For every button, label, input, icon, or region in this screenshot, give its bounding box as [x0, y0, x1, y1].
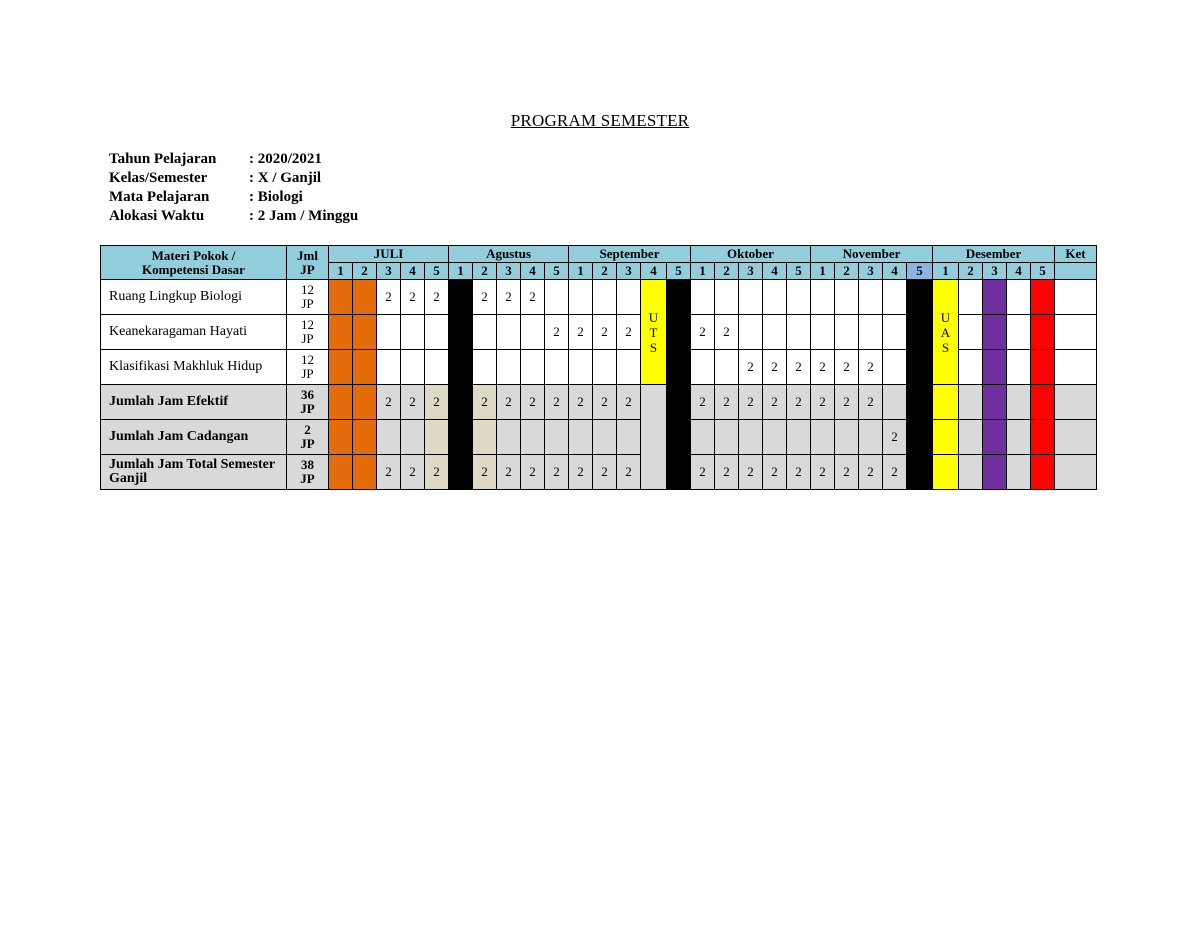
week-cell	[329, 315, 353, 350]
week-cell	[521, 315, 545, 350]
week-cell	[1007, 420, 1031, 455]
week-cell	[569, 280, 593, 315]
week-cell	[859, 315, 883, 350]
row-ket	[1055, 280, 1097, 315]
header-jml-line2: JP	[300, 261, 315, 277]
week-cell: 2	[425, 455, 449, 490]
header-week: 4	[401, 263, 425, 280]
week-cell: 2	[569, 315, 593, 350]
exam-letter: S	[649, 339, 658, 355]
header-week: 2	[835, 263, 859, 280]
row-jml-value: 12	[301, 282, 314, 297]
week-cell	[983, 315, 1007, 350]
week-cell: 2	[377, 455, 401, 490]
header-week: 1	[449, 263, 473, 280]
row-jml	[287, 350, 329, 385]
week-cell	[739, 420, 763, 455]
uts-cell	[641, 280, 667, 385]
week-cell	[763, 420, 787, 455]
info-row	[109, 188, 358, 207]
week-cell: 2	[401, 455, 425, 490]
header-week: 5	[787, 263, 811, 280]
week-cell	[787, 420, 811, 455]
week-cell	[449, 315, 473, 350]
week-cell: 2	[401, 280, 425, 315]
week-cell	[983, 280, 1007, 315]
week-cell: 2	[787, 385, 811, 420]
week-cell	[521, 420, 545, 455]
row-ket	[1055, 455, 1097, 490]
week-cell: 2	[715, 385, 739, 420]
week-cell	[933, 420, 959, 455]
week-cell	[545, 420, 569, 455]
week-cell	[883, 385, 907, 420]
week-cell	[907, 315, 933, 350]
week-cell	[569, 350, 593, 385]
header-week: 2	[353, 263, 377, 280]
week-cell: 2	[811, 385, 835, 420]
week-cell: 2	[617, 455, 641, 490]
week-cell	[883, 350, 907, 385]
week-cell	[449, 455, 473, 490]
week-cell	[715, 350, 739, 385]
week-cell: 2	[787, 455, 811, 490]
week-cell: 2	[691, 315, 715, 350]
week-cell: 2	[835, 455, 859, 490]
week-cell	[859, 280, 883, 315]
week-cell: 2	[545, 455, 569, 490]
week-cell	[907, 385, 933, 420]
week-cell: 2	[739, 455, 763, 490]
week-cell	[617, 280, 641, 315]
header-month: Desember	[933, 246, 1055, 263]
row-jml	[287, 315, 329, 350]
week-cell	[353, 455, 377, 490]
week-cell	[715, 280, 739, 315]
week-cell: 2	[569, 385, 593, 420]
week-cell: 2	[787, 350, 811, 385]
header-week: 4	[641, 263, 667, 280]
uts-summary-cell	[641, 385, 667, 490]
week-cell: 2	[473, 455, 497, 490]
week-cell	[811, 280, 835, 315]
week-cell	[1031, 315, 1055, 350]
week-cell: 2	[593, 385, 617, 420]
week-cell: 2	[835, 385, 859, 420]
week-cell: 2	[883, 455, 907, 490]
week-cell: 2	[425, 385, 449, 420]
header-week: 4	[883, 263, 907, 280]
week-cell: 2	[569, 455, 593, 490]
week-cell	[545, 280, 569, 315]
header-week: 3	[983, 263, 1007, 280]
week-cell	[787, 315, 811, 350]
exam-letter: T	[649, 324, 658, 340]
header-ket-blank	[1055, 263, 1097, 280]
uas-cell	[933, 280, 959, 385]
week-cell	[1007, 280, 1031, 315]
row-jml-value: 38	[301, 457, 314, 472]
info-value: : 2020/2021	[249, 151, 322, 167]
week-cell	[353, 420, 377, 455]
week-cell	[329, 350, 353, 385]
week-cell	[667, 280, 691, 315]
header-week: 3	[859, 263, 883, 280]
week-cell	[425, 315, 449, 350]
week-cell	[983, 350, 1007, 385]
week-cell	[983, 385, 1007, 420]
week-cell	[959, 455, 983, 490]
week-cell	[859, 420, 883, 455]
info-value: : Biologi	[249, 189, 303, 205]
week-cell	[907, 350, 933, 385]
header-week: 2	[473, 263, 497, 280]
week-cell	[497, 350, 521, 385]
week-cell: 2	[859, 385, 883, 420]
summary-row	[101, 385, 1097, 420]
week-cell: 2	[763, 455, 787, 490]
exam-letter: U	[940, 309, 951, 325]
row-jml-value: 12	[301, 352, 314, 367]
week-cell	[329, 385, 353, 420]
week-cell	[401, 420, 425, 455]
header-week: 1	[811, 263, 835, 280]
week-cell	[1007, 350, 1031, 385]
header-week: 4	[1007, 263, 1031, 280]
header-week: 5	[907, 263, 933, 280]
exam-letter: A	[940, 324, 951, 340]
week-cell	[739, 315, 763, 350]
week-cell	[933, 455, 959, 490]
header-materi	[101, 246, 287, 280]
week-cell	[835, 315, 859, 350]
week-cell	[329, 280, 353, 315]
header-jml	[287, 246, 329, 280]
header-week: 5	[545, 263, 569, 280]
week-cell	[959, 350, 983, 385]
table-header-row	[101, 246, 1097, 263]
week-cell	[835, 280, 859, 315]
info-label: Kelas/Semester	[109, 170, 208, 186]
week-cell	[959, 280, 983, 315]
summary-row	[101, 420, 1097, 455]
week-cell	[907, 420, 933, 455]
week-cell	[593, 350, 617, 385]
week-cell	[883, 280, 907, 315]
week-cell: 2	[593, 315, 617, 350]
week-cell	[1031, 280, 1055, 315]
row-label: Jumlah Jam Cadangan	[101, 420, 287, 455]
week-cell	[763, 280, 787, 315]
row-ket	[1055, 420, 1097, 455]
row-jml-value: 2	[304, 422, 311, 437]
week-cell: 2	[811, 350, 835, 385]
week-cell	[1031, 385, 1055, 420]
exam-letter: U	[648, 309, 659, 325]
program-semester-table	[100, 245, 1097, 490]
row-jml-unit: JP	[300, 401, 315, 416]
week-cell	[353, 280, 377, 315]
week-cell	[617, 350, 641, 385]
header-month: Agustus	[449, 246, 569, 263]
week-cell: 2	[377, 385, 401, 420]
week-cell	[353, 385, 377, 420]
week-cell	[377, 350, 401, 385]
header-week: 1	[691, 263, 715, 280]
week-cell	[353, 350, 377, 385]
info-row	[109, 169, 358, 188]
week-cell	[691, 350, 715, 385]
week-cell	[1007, 385, 1031, 420]
row-jml-unit: JP	[301, 296, 314, 311]
week-cell	[983, 420, 1007, 455]
week-cell	[449, 385, 473, 420]
week-cell: 2	[497, 385, 521, 420]
week-cell	[811, 315, 835, 350]
week-cell	[593, 280, 617, 315]
week-cell: 2	[545, 315, 569, 350]
week-cell: 2	[401, 385, 425, 420]
week-cell	[667, 350, 691, 385]
week-cell	[1007, 315, 1031, 350]
week-cell: 2	[835, 350, 859, 385]
exam-letter: S	[941, 339, 950, 355]
week-cell	[329, 455, 353, 490]
week-cell: 2	[593, 455, 617, 490]
header-materi-line2: Kompetensi Dasar	[142, 261, 245, 277]
header-week: 5	[667, 263, 691, 280]
week-cell	[449, 350, 473, 385]
week-cell	[959, 315, 983, 350]
row-label: Keanekaragaman Hayati	[101, 315, 287, 350]
row-ket	[1055, 350, 1097, 385]
week-cell: 2	[377, 280, 401, 315]
info-row	[109, 150, 358, 169]
week-cell: 2	[763, 385, 787, 420]
week-cell: 2	[739, 385, 763, 420]
header-week: 1	[933, 263, 959, 280]
week-cell	[353, 315, 377, 350]
week-cell	[1031, 420, 1055, 455]
week-cell	[667, 455, 691, 490]
week-cell: 2	[691, 455, 715, 490]
week-cell	[983, 455, 1007, 490]
info-value: : X / Ganjil	[249, 170, 322, 186]
week-cell: 2	[617, 315, 641, 350]
header-month: November	[811, 246, 933, 263]
info-block	[109, 150, 358, 226]
week-cell: 2	[521, 455, 545, 490]
week-cell: 2	[691, 385, 715, 420]
week-cell	[401, 315, 425, 350]
header-week: 4	[763, 263, 787, 280]
summary-row	[101, 455, 1097, 490]
week-cell: 2	[763, 350, 787, 385]
week-cell	[449, 280, 473, 315]
header-ket: Ket	[1055, 246, 1097, 263]
uas-label	[941, 310, 950, 355]
week-cell	[545, 350, 569, 385]
week-cell	[1031, 350, 1055, 385]
week-cell	[497, 315, 521, 350]
week-cell	[329, 420, 353, 455]
material-row	[101, 280, 1097, 315]
week-cell: 2	[497, 280, 521, 315]
header-week: 2	[715, 263, 739, 280]
week-cell: 2	[859, 455, 883, 490]
header-week: 4	[521, 263, 545, 280]
week-cell	[401, 350, 425, 385]
week-cell	[473, 420, 497, 455]
header-week: 2	[593, 263, 617, 280]
week-cell	[667, 315, 691, 350]
header-jml-line1: Jml	[297, 247, 318, 263]
week-cell	[959, 420, 983, 455]
week-cell	[811, 420, 835, 455]
info-label: Alokasi Waktu	[109, 208, 205, 224]
week-cell	[377, 420, 401, 455]
week-cell: 2	[473, 385, 497, 420]
week-cell	[521, 350, 545, 385]
info-value: : 2 Jam / Minggu	[249, 208, 359, 224]
page-title: PROGRAM SEMESTER	[510, 111, 690, 130]
week-cell	[787, 280, 811, 315]
row-ket	[1055, 385, 1097, 420]
week-cell: 2	[473, 280, 497, 315]
week-cell: 2	[715, 315, 739, 350]
row-jml-unit: JP	[300, 436, 315, 451]
row-jml-value: 12	[301, 317, 314, 332]
week-cell	[835, 420, 859, 455]
week-cell: 2	[883, 420, 907, 455]
info-label: Tahun Pelajaran	[109, 151, 217, 167]
week-cell	[959, 385, 983, 420]
info-label: Mata Pelajaran	[109, 189, 210, 205]
week-cell	[617, 420, 641, 455]
week-cell: 2	[425, 280, 449, 315]
uts-label	[649, 310, 658, 355]
week-cell	[377, 315, 401, 350]
row-label: Klasifikasi Makhluk Hidup	[101, 350, 287, 385]
week-cell	[473, 350, 497, 385]
header-month: JULI	[329, 246, 449, 263]
week-cell	[933, 385, 959, 420]
week-cell: 2	[739, 350, 763, 385]
week-cell	[449, 420, 473, 455]
info-row	[109, 207, 358, 226]
row-jml	[287, 455, 329, 490]
row-jml	[287, 385, 329, 420]
header-week: 3	[739, 263, 763, 280]
week-cell	[667, 385, 691, 420]
week-cell	[1031, 455, 1055, 490]
row-ket	[1055, 315, 1097, 350]
week-cell: 2	[545, 385, 569, 420]
week-cell	[473, 315, 497, 350]
week-cell: 2	[617, 385, 641, 420]
week-cell	[907, 455, 933, 490]
week-cell: 2	[811, 455, 835, 490]
header-week: 3	[377, 263, 401, 280]
week-cell	[883, 315, 907, 350]
week-cell: 2	[859, 350, 883, 385]
week-cell: 2	[521, 280, 545, 315]
week-cell: 2	[715, 455, 739, 490]
header-week: 3	[497, 263, 521, 280]
row-jml-unit: JP	[301, 366, 314, 381]
week-cell	[907, 280, 933, 315]
week-cell: 2	[497, 455, 521, 490]
week-cell	[691, 280, 715, 315]
week-cell	[593, 420, 617, 455]
header-week: 5	[1031, 263, 1055, 280]
header-week: 1	[569, 263, 593, 280]
week-cell	[425, 420, 449, 455]
week-cell	[425, 350, 449, 385]
header-week: 2	[959, 263, 983, 280]
row-jml-value: 36	[301, 387, 314, 402]
row-label: Jumlah Jam Efektif	[101, 385, 287, 420]
row-jml	[287, 280, 329, 315]
header-week: 5	[425, 263, 449, 280]
week-cell	[1007, 455, 1031, 490]
week-cell	[715, 420, 739, 455]
header-month: September	[569, 246, 691, 263]
header-month: Oktober	[691, 246, 811, 263]
row-jml-unit: JP	[301, 331, 314, 346]
row-label: Ruang Lingkup Biologi	[101, 280, 287, 315]
week-cell	[497, 420, 521, 455]
week-cell: 2	[521, 385, 545, 420]
week-cell	[691, 420, 715, 455]
header-materi-line1: Materi Pokok /	[151, 247, 236, 263]
week-cell	[667, 420, 691, 455]
week-cell	[569, 420, 593, 455]
row-jml-unit: JP	[300, 471, 315, 486]
header-week: 1	[329, 263, 353, 280]
row-label: Jumlah Jam Total Semester Ganjil	[101, 455, 287, 490]
week-cell	[739, 280, 763, 315]
header-week: 3	[617, 263, 641, 280]
row-jml	[287, 420, 329, 455]
week-cell	[763, 315, 787, 350]
